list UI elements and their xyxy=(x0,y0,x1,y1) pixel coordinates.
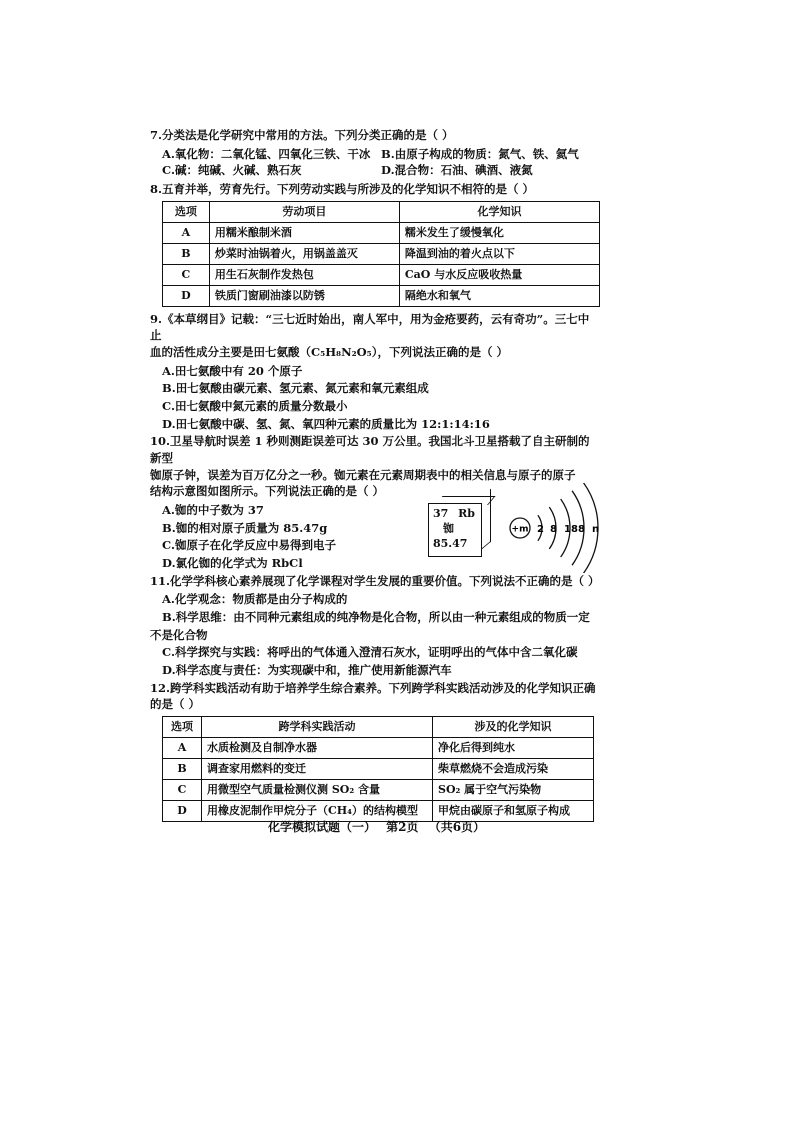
question-9-title-line1: 9.《本草纲目》记载：“三七近时始出，南人军中，用为金疮要药，云有奇功”。三七中止 xyxy=(150,311,590,343)
option-c: C.科学探究与实践：将呼出的气体通入澄清石灰水，证明呼出的气体中含二氧化碳 xyxy=(162,645,578,660)
table-cell: A xyxy=(163,738,202,759)
table-cell: 用橡皮泥制作甲烷分子（CH₄）的结构模型 xyxy=(202,801,433,822)
table-cell: C xyxy=(163,780,202,801)
questions-area xyxy=(150,127,600,826)
table-header: 跨学科实践活动 xyxy=(202,717,433,738)
question-7-options-row2 xyxy=(162,162,600,179)
atomic-mass: 85.47 xyxy=(433,537,468,551)
question-7 xyxy=(150,127,600,179)
question-8 xyxy=(150,181,600,307)
table-header-row xyxy=(163,717,594,738)
electron-count: 8 xyxy=(578,524,585,536)
table-cell: 糯米发生了缓慢氧化 xyxy=(399,222,599,243)
option-d: D.混合物：石油、碘酒、液氮 xyxy=(381,163,533,178)
option-b: B.田七氨酸由碳元素、氢元素、氮元素和氧元素组成 xyxy=(162,381,429,396)
table-header-row xyxy=(163,201,600,222)
electron-shells xyxy=(537,483,599,573)
question-9-title-line2: 血的活性成分主要是田七氨酸（C₅H₈N₂O₅），下列说法正确的是（ ） xyxy=(150,345,508,360)
table-cell: 柴草燃烧不会造成污染 xyxy=(433,759,594,780)
element-symbol: Rb xyxy=(458,507,475,521)
table-cell: B xyxy=(163,243,210,264)
question-12 xyxy=(150,680,600,822)
option-d: D.田七氨酸中碳、氢、氮、氧四种元素的质量比为 12:1:14:16 xyxy=(162,416,490,431)
question-12-title-line1: 12.跨学科实践活动有助于培养学生综合素养。下列跨学科实践活动涉及的化学知识正确 xyxy=(150,680,596,695)
table-header: 劳动项目 xyxy=(209,201,399,222)
option-d: D.氯化铷的化学式为 RbCl xyxy=(162,556,303,571)
option-a: A.田七氨酸中有 20 个原子 xyxy=(162,363,303,378)
table-header: 选项 xyxy=(163,717,202,738)
electron-count: 8 xyxy=(550,524,557,536)
option-d: D.科学态度与责任：为实现碳中和，推广使用新能源汽车 xyxy=(162,663,452,678)
table-cell: 降温到油的着火点以下 xyxy=(399,243,599,264)
table-cell: D xyxy=(163,285,210,306)
table-row xyxy=(163,222,600,243)
question-12-title-line2: 的是（ ） xyxy=(150,697,201,712)
table-cell: 水质检测及自制净水器 xyxy=(202,738,433,759)
table-cell: 隔绝水和氧气 xyxy=(399,285,599,306)
electron-count: n xyxy=(592,524,600,536)
electron-count: 2 xyxy=(537,524,544,536)
table-cell: 炒菜时油锅着火，用锅盖盖灭 xyxy=(209,243,399,264)
table-cell: 用生石灰制作发热包 xyxy=(209,264,399,285)
table-cell: 用糯米酿制米酒 xyxy=(209,222,399,243)
table-cell: SO₂ 属于空气污染物 xyxy=(433,780,594,801)
atomic-number: 37 xyxy=(433,507,449,521)
option-b: B.由原子构成的物质：氮气、铁、氦气 xyxy=(381,146,579,161)
nucleus-charge: +m xyxy=(511,524,529,535)
table-row xyxy=(163,264,600,285)
table-cell: D xyxy=(163,801,202,822)
atomic-structure-diagram xyxy=(508,483,618,573)
electron-count: 18 xyxy=(564,524,578,536)
table-row xyxy=(163,285,600,306)
question-11-title: 11.化学学科核心素养展现了化学课程对学生发展的重要价值。下列说法不正确的是（ ） xyxy=(150,573,600,588)
table-row xyxy=(163,780,594,801)
table-header: 选项 xyxy=(163,201,210,222)
question-7-title: 7.分类法是化学研究中常用的方法。下列分类正确的是（ ） xyxy=(150,128,454,142)
table-row xyxy=(163,759,594,780)
option-c: C.铷原子在化学反应中易得到电子 xyxy=(162,538,336,553)
question-10-title-line1: 10.卫星导航时误差 1 秒则测距误差可达 30 万公里。我国北斗卫星搭载了自主研制的新型 xyxy=(150,434,590,466)
table-cell: 铁质门窗刷油漆以防锈 xyxy=(209,285,399,306)
table-cell: 调查家用燃料的变迁 xyxy=(202,759,433,780)
table-row xyxy=(163,243,600,264)
question-10 xyxy=(150,433,600,571)
element-name: 铷 xyxy=(443,522,454,536)
option-b: B.铷的相对原子质量为 85.47g xyxy=(162,520,328,535)
question-8-table xyxy=(162,201,600,307)
question-10-title-line2: 铷原子钟，误差为百万亿分之一秒。铷元素在元素周期表中的相关信息与原子的原子 xyxy=(150,467,576,482)
table-header: 化学知识 xyxy=(399,201,599,222)
option-a: A.铷的中子数为 37 xyxy=(162,503,264,518)
option-c: C.碱：纯碱、火碱、熟石灰 xyxy=(162,163,302,178)
question-9 xyxy=(150,311,600,433)
table-cell: CaO 与水反应吸收热量 xyxy=(399,264,599,285)
question-12-table xyxy=(162,716,594,822)
option-a: A.化学观念：物质都是由分子构成的 xyxy=(162,592,348,607)
question-11 xyxy=(150,573,600,679)
option-a: A.氧化物：二氧化锰、四氧化三铁、干冰 xyxy=(162,146,371,161)
option-c: C.田七氨酸中氮元素的质量分数最小 xyxy=(162,399,348,414)
table-cell: B xyxy=(163,759,202,780)
option-b-line1: B.科学思维：由不同种元素组成的纯净物是化合物，所以由一种元素组成的物质一定 xyxy=(162,610,590,625)
question-8-title: 8.五育并举，劳育先行。下列劳动实践与所涉及的化学知识不相符的是（ ） xyxy=(150,182,535,197)
table-cell: 甲烷由碳原子和氢原子构成 xyxy=(433,801,594,822)
page-footer: 化学模拟试题（一） 第2页 （共6页） xyxy=(268,820,486,834)
periodic-table-cell xyxy=(428,503,482,557)
table-row xyxy=(163,738,594,759)
table-cell: C xyxy=(163,264,210,285)
question-7-options-row1 xyxy=(162,146,600,163)
table-cell: A xyxy=(163,222,210,243)
table-header: 涉及的化学知识 xyxy=(433,717,594,738)
question-10-title-line3: 结构示意图如图所示。下列说法正确的是（ ） xyxy=(150,484,385,499)
table-cell: 用微型空气质量检测仪测 SO₂ 含量 xyxy=(202,780,433,801)
option-b-line2: 不是化合物 xyxy=(150,627,208,642)
table-cell: 净化后得到纯水 xyxy=(433,738,594,759)
